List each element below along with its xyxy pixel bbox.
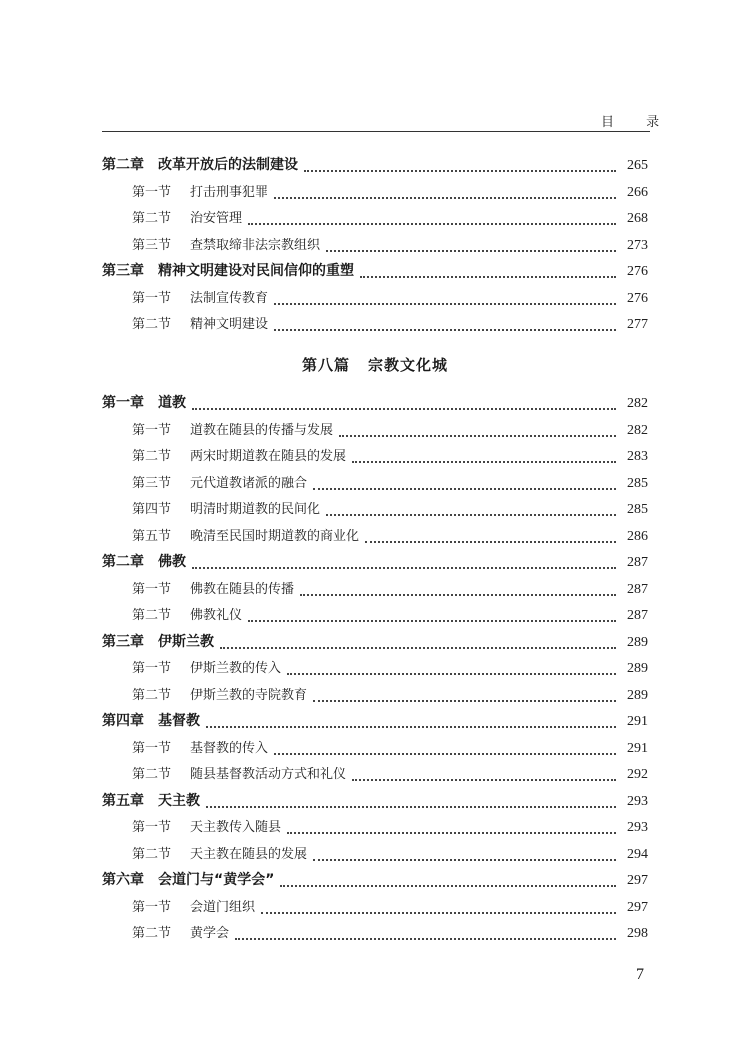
toc-entry-label: 第一章	[102, 395, 144, 411]
toc-entry-label: 第一节	[132, 661, 172, 676]
toc-entry-label: 第三章	[102, 633, 144, 650]
toc-entry-title: 伊斯兰教的传入	[190, 661, 282, 676]
dot-leader	[287, 672, 616, 675]
toc-page-number: 266	[627, 184, 648, 200]
toc-chapter-entry	[102, 631, 648, 653]
toc-section-entry	[102, 684, 648, 706]
toc-page-number: 268	[627, 211, 648, 226]
toc-entry-title: 伊斯兰教的寺院教育	[190, 687, 308, 703]
toc-entry-title: 天主教	[158, 792, 200, 809]
toc-page-number: 276	[627, 290, 648, 306]
toc-section-entry	[102, 234, 648, 256]
toc-page-number: 282	[627, 422, 648, 438]
toc-entry-label: 第二节	[132, 317, 172, 332]
toc-section-entry	[102, 498, 648, 520]
running-header: 目 录	[601, 115, 674, 130]
toc-page-number: 285	[627, 502, 648, 517]
toc-entry-title: 基督教的传入	[190, 740, 269, 756]
toc-page-number: 294	[627, 846, 648, 862]
dot-leader	[313, 487, 616, 490]
toc-page-number: 287	[627, 581, 648, 597]
toc-entry-title: 晚清至民国时期道教的商业化	[190, 528, 360, 544]
toc-entry-title: 法制宣传教育	[190, 290, 269, 306]
toc-entry-title: 随县基督教活动方式和礼仪	[190, 767, 347, 782]
dot-leader	[274, 302, 616, 305]
dot-leader	[300, 593, 616, 596]
toc-entry-label: 第六章	[102, 872, 144, 888]
toc-entry-title: 元代道教诸派的融合	[190, 475, 308, 491]
toc-entry-label: 第一节	[132, 422, 172, 438]
toc-entry-title: 基督教	[158, 713, 200, 729]
toc-entry-label: 第三节	[132, 237, 172, 253]
toc-section-entry	[102, 896, 648, 918]
header-rule	[102, 131, 650, 132]
toc-entry-title: 佛教	[158, 554, 186, 570]
dot-leader	[339, 434, 616, 437]
part-heading	[0, 354, 750, 375]
toc-entry-label: 第二章	[102, 157, 144, 173]
toc-entry-title: 会道门组织	[190, 899, 256, 915]
toc-page-number: 273	[627, 237, 648, 253]
dot-leader	[280, 884, 616, 887]
dot-leader	[235, 937, 616, 940]
toc-chapter-entry	[102, 869, 648, 891]
toc-section-entry	[102, 525, 648, 547]
toc-page-number: 282	[627, 396, 648, 411]
toc-page-number: 289	[627, 687, 648, 703]
toc-page-number: 297	[627, 899, 648, 915]
dot-leader	[274, 328, 616, 331]
toc-entry-title: 精神文明建设	[190, 317, 269, 332]
toc-entry-title: 天主教在随县的发展	[190, 846, 308, 862]
toc-section-entry	[102, 763, 648, 785]
dot-leader	[248, 619, 616, 622]
toc-entry-title: 精神文明建设对民间信仰的重塑	[158, 263, 354, 279]
dot-leader	[304, 169, 616, 172]
toc-section-entry	[102, 922, 648, 944]
toc-page-number: 297	[627, 873, 648, 888]
dot-leader	[206, 805, 616, 808]
toc-entry-title: 黄学会	[190, 926, 230, 941]
toc-entry-title: 明清时期道教的民间化	[190, 502, 321, 517]
dot-leader	[274, 752, 616, 755]
toc-entry-label: 第二节	[132, 767, 172, 782]
toc-entry-label: 第二节	[132, 926, 172, 941]
dot-leader	[365, 540, 616, 543]
toc-entry-label: 第五节	[132, 528, 172, 544]
toc-chapter-entry	[102, 260, 648, 282]
dot-leader	[248, 222, 616, 225]
toc-entry-label: 第一节	[132, 820, 172, 835]
toc-page-number: 285	[627, 475, 648, 491]
toc-page-number: 286	[627, 528, 648, 544]
dot-leader	[287, 831, 616, 834]
dot-leader	[326, 249, 616, 252]
toc-page-number: 265	[627, 158, 648, 173]
toc-entry-label: 第一节	[132, 184, 172, 200]
toc-entry-label: 第四章	[102, 713, 144, 729]
toc-entry-label: 第三节	[132, 475, 172, 491]
toc-entry-title: 打击刑事犯罪	[190, 184, 269, 200]
toc-page-number: 289	[627, 661, 648, 676]
toc-entry-title: 会道门与“黄学会”	[158, 872, 275, 888]
part-title: 宗教文化城	[368, 356, 449, 374]
toc-section-entry	[102, 816, 648, 838]
toc-page-number: 291	[627, 740, 648, 756]
toc-entry-label: 第五章	[102, 792, 144, 809]
toc-page-number: 292	[627, 767, 648, 782]
toc-entry-label: 第一节	[132, 581, 172, 597]
toc-section-entry	[102, 578, 648, 600]
toc-section-entry	[102, 657, 648, 679]
toc-page-number: 287	[627, 608, 648, 623]
toc-chapter-entry	[102, 790, 648, 812]
dot-leader	[313, 858, 616, 861]
dot-leader	[360, 275, 616, 278]
toc-page-number: 289	[627, 634, 648, 650]
part-label: 第八篇	[301, 356, 350, 374]
toc-section-entry	[102, 287, 648, 309]
toc-chapter-entry	[102, 154, 648, 176]
dot-leader	[326, 513, 616, 516]
toc-entry-title: 道教在随县的传播与发展	[190, 422, 334, 438]
toc-entry-title: 查禁取缔非法宗教组织	[190, 237, 321, 253]
toc-section-entry	[102, 313, 648, 335]
toc-entry-label: 第二节	[132, 608, 172, 623]
toc-entry-label: 第三章	[102, 263, 144, 279]
toc-page-number: 293	[627, 793, 648, 809]
toc-entry-title: 道教	[158, 395, 186, 411]
toc-entry-title: 改革开放后的法制建设	[158, 157, 298, 173]
toc-entry-label: 第二章	[102, 554, 144, 570]
toc-page-number: 298	[627, 926, 648, 941]
toc-entry-title: 佛教礼仪	[190, 608, 243, 623]
dot-leader	[313, 699, 616, 702]
toc-entry-title: 伊斯兰教	[158, 633, 214, 650]
toc-page-number: 283	[627, 449, 648, 464]
toc-entry-label: 第二节	[132, 687, 172, 703]
page-folio: 7	[636, 966, 644, 983]
toc-entry-title: 两宋时期道教在随县的发展	[190, 449, 347, 464]
toc-page-number: 276	[627, 264, 648, 279]
toc-chapter-entry	[102, 392, 648, 414]
toc-chapter-entry	[102, 551, 648, 573]
dot-leader	[352, 778, 616, 781]
toc-page-number: 277	[627, 317, 648, 332]
dot-leader	[192, 566, 616, 569]
toc-section-entry	[102, 472, 648, 494]
dot-leader	[261, 911, 616, 914]
toc-entry-label: 第一节	[132, 740, 172, 756]
toc-section-entry	[102, 419, 648, 441]
dot-leader	[274, 196, 616, 199]
toc-section-entry	[102, 604, 648, 626]
toc-chapter-entry	[102, 710, 648, 732]
toc-entry-label: 第二节	[132, 449, 172, 464]
toc-section-entry	[102, 445, 648, 467]
toc-section-entry	[102, 843, 648, 865]
toc-entry-label: 第二节	[132, 211, 172, 226]
toc-entry-title: 天主教传入随县	[190, 820, 282, 835]
toc-page-number: 293	[627, 820, 648, 835]
toc-entry-label: 第一节	[132, 290, 172, 306]
dot-leader	[192, 407, 616, 410]
toc-page-number: 291	[627, 714, 648, 729]
toc-entry-label: 第四节	[132, 502, 172, 517]
toc-entry-label: 第一节	[132, 899, 172, 915]
toc-section-entry	[102, 181, 648, 203]
dot-leader	[220, 646, 616, 649]
toc-entry-title: 治安管理	[190, 211, 243, 226]
dot-leader	[206, 725, 616, 728]
toc-page-number: 287	[627, 555, 648, 570]
toc-section-entry	[102, 737, 648, 759]
toc-entry-title: 佛教在随县的传播	[190, 581, 295, 597]
toc-entry-label: 第二节	[132, 846, 172, 862]
toc-section-entry	[102, 207, 648, 229]
dot-leader	[352, 460, 616, 463]
